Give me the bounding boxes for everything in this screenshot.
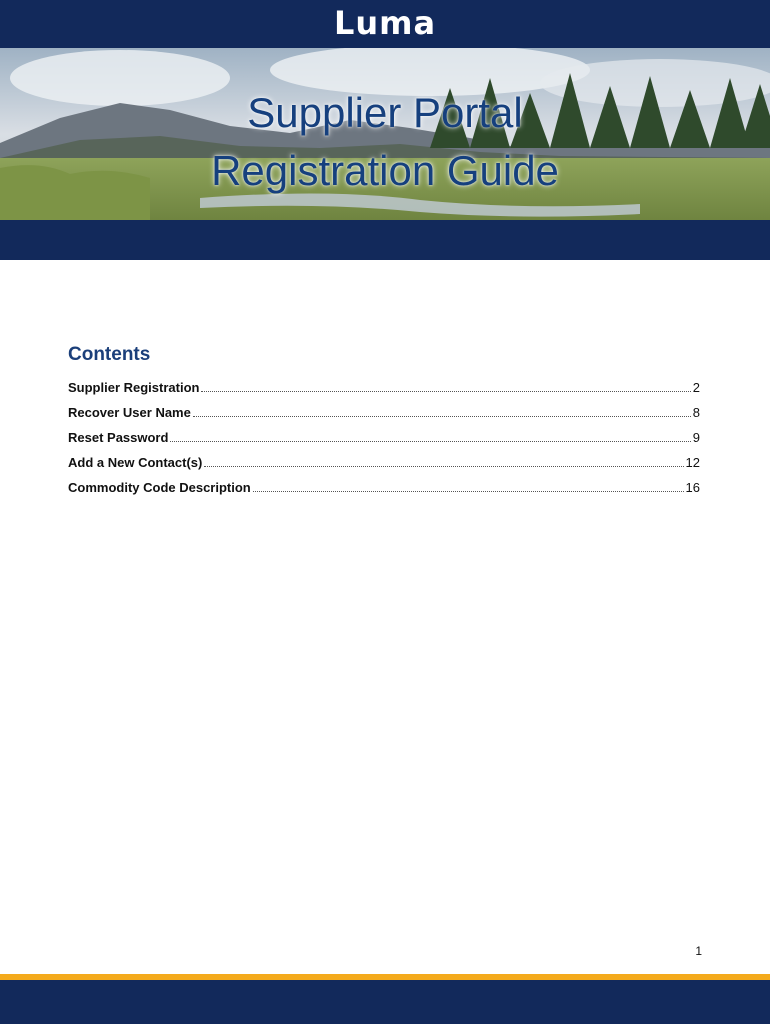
footer-bar [0, 980, 770, 1024]
toc-entry-label: Supplier Registration [68, 380, 200, 395]
toc-entry-label: Reset Password [68, 430, 169, 445]
hero-banner [0, 48, 770, 220]
toc-entry-label: Add a New Contact(s) [68, 455, 203, 470]
toc-entry-recover-user-name[interactable] [68, 405, 700, 430]
title-line-2: Registration Guide [211, 147, 559, 194]
toc-entry-page: 16 [685, 480, 700, 495]
toc-entry-supplier-registration[interactable] [68, 380, 700, 405]
toc-entry-page: 12 [685, 455, 700, 470]
toc-entry-label: Recover User Name [68, 405, 191, 420]
toc-dot-leader [170, 441, 690, 442]
table-of-contents [68, 380, 700, 505]
title-line-1: Supplier Portal [247, 89, 523, 136]
luma-logo: Luma [333, 4, 437, 42]
toc-entry-commodity-code-description[interactable] [68, 480, 700, 505]
toc-entry-add-new-contact[interactable] [68, 455, 700, 480]
toc-dot-leader [204, 466, 683, 467]
toc-dot-leader [193, 416, 691, 417]
header-band [0, 220, 770, 260]
toc-entry-reset-password[interactable] [68, 430, 700, 455]
contents-heading: Contents [68, 344, 151, 365]
toc-dot-leader [201, 391, 690, 392]
toc-entry-page: 2 [692, 380, 700, 395]
toc-entry-page: 8 [692, 405, 700, 420]
toc-dot-leader [253, 491, 684, 492]
toc-entry-page: 9 [692, 430, 700, 445]
page-number: 1 [695, 944, 702, 958]
header-bar [0, 0, 770, 48]
document-title [0, 84, 770, 200]
toc-entry-label: Commodity Code Description [68, 480, 251, 495]
